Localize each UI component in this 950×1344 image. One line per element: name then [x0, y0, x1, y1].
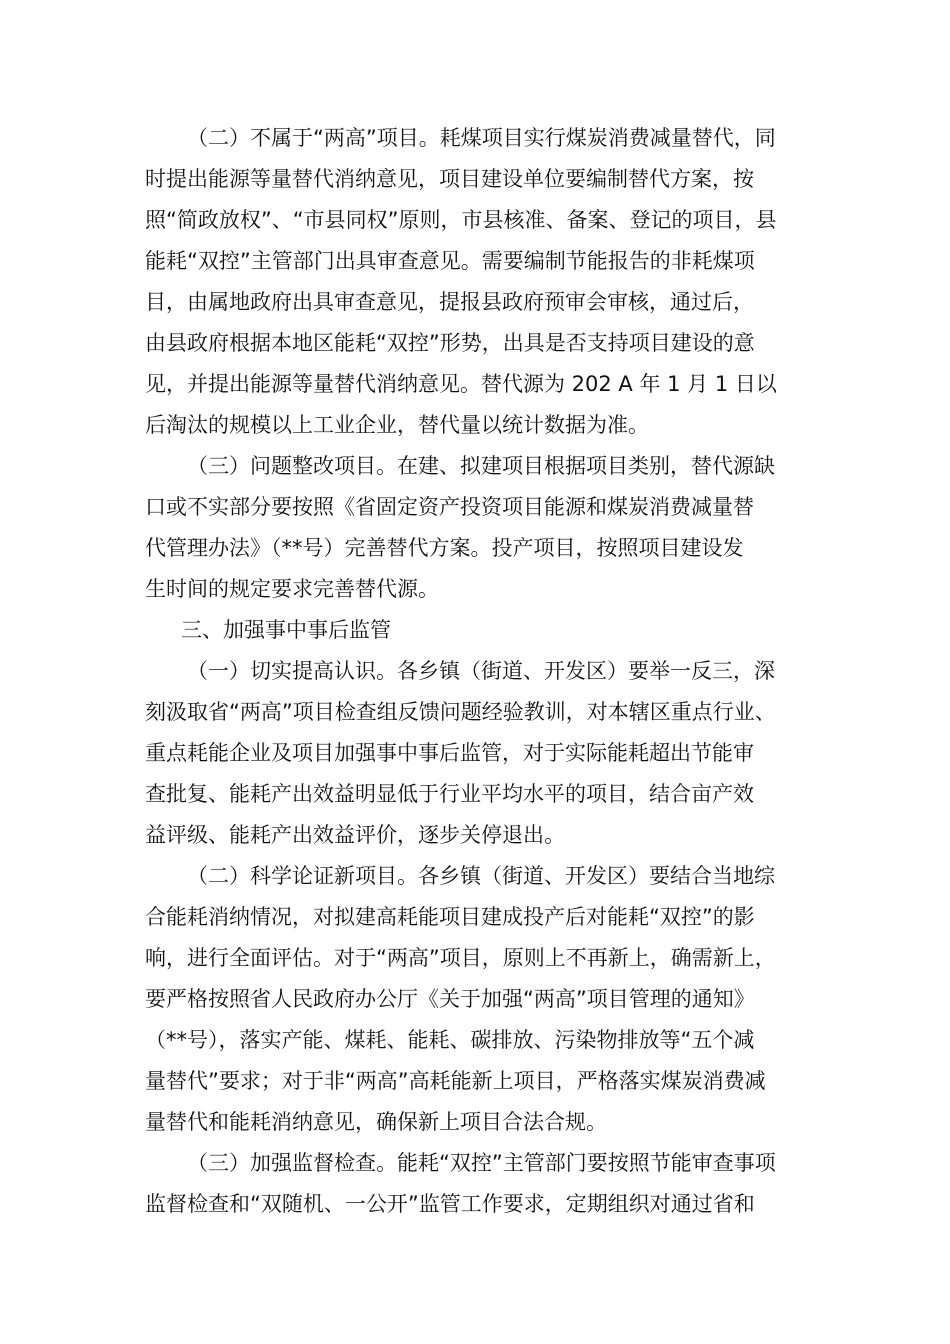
text-line: 照“简政放权”、“市县同权”原则，市县核准、备案、登记的项目，县 — [145, 208, 777, 232]
paragraph-scientific-evaluation — [145, 856, 817, 1143]
text-line: 见，并提出能源等量替代消纳意见。替代源为 202 A 年 1 月 1 日以 — [145, 372, 777, 396]
text-line: 代管理办法》（**号）完善替代方案。投产项目，按照项目建设发 — [145, 536, 744, 560]
text-line: 生时间的规定要求完善替代源。 — [145, 577, 439, 601]
paragraph-rectification-projects — [145, 446, 817, 610]
text-line: 益评级、能耗产出效益评价，逐步关停退出。 — [145, 823, 565, 847]
text-line: 要严格按照省人民政府办公厅《关于加强“两高”项目管理的通知》 — [145, 987, 755, 1011]
text-line: 目，由属地政府出具审查意见，提报县政府预审会审核，通过后， — [145, 290, 754, 314]
text-line: （三）问题整改项目。在建、拟建项目根据项目类别，替代源缺 — [187, 454, 775, 478]
paragraph-not-two-high-projects — [145, 118, 817, 446]
text-line: 能耗“双控”主管部门出具审查意见。需要编制节能报告的非耗煤项 — [145, 249, 755, 273]
text-line: 后淘汰的规模以上工业企业，替代量以统计数据为准。 — [145, 413, 649, 437]
text-line: 由县政府根据本地区能耗“双控”形势，出具是否支持项目建设的意 — [145, 331, 755, 355]
section-heading: 三、加强事中事后监管 — [181, 618, 391, 642]
text-line: 查批复、能耗产出效益明显低于行业平均水平的项目，结合亩产效 — [145, 782, 754, 806]
paragraph-raise-awareness — [145, 651, 817, 856]
text-line: 时提出能源等量替代消纳意见，项目建设单位要编制替代方案，按 — [145, 167, 754, 191]
text-line: 口或不实部分要按照《省固定资产投资项目能源和煤炭消费减量替 — [145, 495, 754, 519]
document-body — [145, 118, 817, 1225]
section-heading-supervision — [145, 610, 817, 651]
text-line: （二）不属于“两高”项目。耗煤项目实行煤炭消费减量替代，同 — [187, 126, 776, 150]
paragraph-inspection — [145, 1143, 817, 1225]
text-line: （二）科学论证新项目。各乡镇（街道、开发区）要结合当地综 — [187, 864, 775, 888]
text-line: 刻汲取省“两高”项目检查组反馈问题经验教训，对本辖区重点行业、 — [145, 700, 776, 724]
text-line: 监督检查和“双随机、一公开”监管工作要求，定期组织对通过省和 — [145, 1192, 755, 1216]
text-line: （**号），落实产能、煤耗、能耗、碳排放、污染物排放等“五个减 — [145, 1028, 755, 1052]
text-line: 合能耗消纳情况，对拟建高耗能项目建成投产后对能耗“双控”的影 — [145, 905, 755, 929]
text-line: （三）加强监督检查。能耗“双控”主管部门要按照节能审查事项 — [187, 1151, 776, 1175]
text-line: （一）切实提高认识。各乡镇（街道、开发区）要举一反三，深 — [187, 659, 775, 683]
text-line: 量替代”要求；对于非“两高”高耗能新上项目，严格落实煤炭消费减 — [145, 1069, 766, 1093]
text-line: 重点耗能企业及项目加强事中事后监管，对于实际能耗超出节能审 — [145, 741, 754, 765]
text-line: 量替代和能耗消纳意见，确保新上项目合法合规。 — [145, 1110, 607, 1134]
text-line: 响，进行全面评估。对于“两高”项目，原则上不再新上，确需新上， — [145, 946, 776, 970]
